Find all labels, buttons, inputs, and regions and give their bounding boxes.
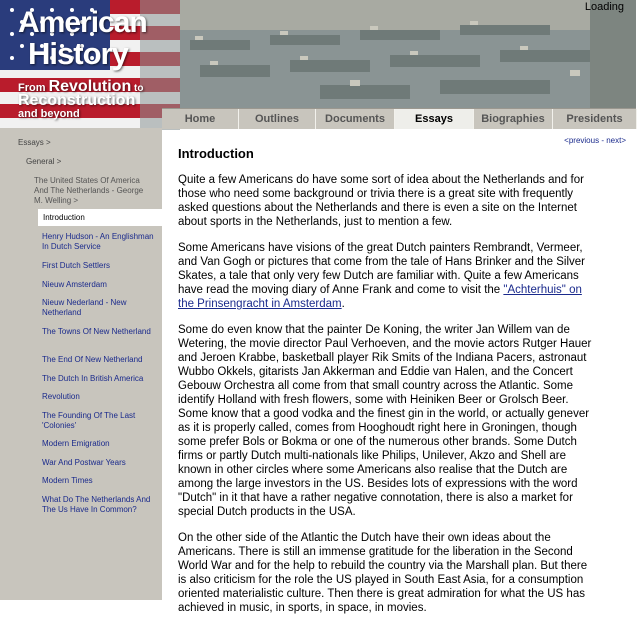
main-nav [162, 108, 636, 129]
subtitle-beyond: and beyond [18, 108, 80, 120]
sidebar-item-nieuw-nederland[interactable]: Nieuw Nederland - New Netherland [42, 298, 127, 317]
sidebar-item-introduction[interactable]: Introduction [38, 209, 162, 226]
paragraph-1: Quite a few Americans do have some sort of idea about the Netherlands and for those who need some background or trivia there is a great site with frequently asked questions about the Netherlands and there is even a site on the Internet about sports in the Netherlands, just to mention a few. [178, 174, 584, 228]
sidebar-item-end-new-netherland[interactable]: The End Of New Netherland [42, 355, 143, 364]
article [178, 146, 598, 627]
previous-link[interactable]: <previous [564, 136, 600, 145]
sidebar-item-war-postwar[interactable]: War And Postwar Years [42, 458, 126, 467]
page-title: Introduction [178, 146, 254, 161]
paragraph-4: On the other side of the Atlantic the Dutch have their own ideas about the Americans. There is still an immense gratitude for the liberation in the Second World War and for the help to rebuild the country via the Marshall plan. But there is also criticism for the role the US played in South East Asia, for a consumption oriented materialistic culture. Then there is great admiration for what the US has achieved in music, in sports, in space, in movies. [178, 532, 588, 614]
site-title-line1: American [18, 6, 147, 39]
sidebar-item-common[interactable]: What Do The Netherlands And The Us Have In Common? [42, 495, 151, 514]
loading-indicator: Loading [584, 1, 624, 13]
sidebar-section-title[interactable]: The United States Of America And The Netherlands - George M. Welling > [34, 176, 144, 205]
breadcrumb-essays[interactable]: Essays > [18, 138, 51, 147]
site-title-line2: History [28, 36, 128, 71]
sidebar-item-henry-hudson[interactable]: Henry Hudson - An Englishman In Dutch Service [42, 232, 154, 251]
subtitle-revolution: Revolution [48, 78, 132, 95]
paragraph-2-end: . [341, 298, 345, 310]
tab-biographies[interactable]: Biographies [474, 109, 553, 129]
breadcrumb-general[interactable]: General > [26, 157, 62, 166]
tab-documents[interactable]: Documents [316, 109, 395, 129]
sidebar [0, 128, 162, 600]
tab-presidents[interactable]: Presidents [553, 109, 637, 129]
library-photo [170, 0, 636, 108]
sidebar-item-revolution[interactable]: Revolution [42, 392, 80, 401]
sidebar-item-modern-emigration[interactable]: Modern Emigration [42, 439, 110, 448]
subtitle-reconstruction: Reconstruction [18, 92, 136, 109]
sidebar-item-founding-colonies[interactable]: The Founding Of The Last 'Colonies' [42, 411, 136, 430]
paragraph-2-text: Some Americans have visions of the great Dutch painters Rembrandt, Vermeer, and Van Gogh or pictures that come from the tale of Hans Brinker and the Silver Skates, a tale that only very few Dutch are familiar with. Quite a few Americans have read the moving diary of Anne Frank and come to visit the [178, 242, 585, 296]
subtitle-from: From [18, 82, 49, 94]
sidebar-item-first-dutch-settlers[interactable]: First Dutch Settlers [42, 261, 111, 270]
tab-home[interactable]: Home [162, 109, 239, 129]
sidebar-item-dutch-british-america[interactable]: The Dutch In British America [42, 374, 144, 383]
next-link[interactable]: next> [606, 136, 626, 145]
pager-separator: - [599, 136, 607, 145]
sidebar-item-nieuw-amsterdam[interactable]: Nieuw Amsterdam [42, 280, 107, 289]
subtitle-to: to [131, 83, 144, 94]
tab-outlines[interactable]: Outlines [239, 109, 316, 129]
pager [564, 136, 626, 145]
achterhuis-link[interactable]: "Achterhuis" on the Prinsengracht in Amsterdam [178, 284, 582, 310]
paragraph-2 [178, 241, 598, 311]
sidebar-item-modern-times[interactable]: Modern Times [42, 476, 93, 485]
tab-essays[interactable]: Essays [395, 109, 474, 129]
sidebar-item-towns-new-netherland[interactable]: The Towns Of New Netherland [42, 327, 151, 336]
paragraph-3: Some do even know that the painter De Koning, the writer Jan Willem van de Wetering, the movie director Paul Verhoeven, and the movie actors Rutger Hauer and Jeroen Krabbe, basketball player Rik Smits of the Indiana Pacers, astronaut Wubbo Okkels, gitarists Jan Akkerman and Eddie van Halen, and the Concert Gebouw Orchestra all come from that small country across the Atlantic. Some identify Holland with fresh flowers, some with Heiniken Beer or Grolsch Beer. Some know that a good vodka and the finest gin in the world, or actually genever as it is properly called, comes from Hooghoudt right here in Groningen, though some prefer Bols or Bokma or one of the numerous other brands. Some Dutch firms or partly Dutch multi-nationals like Philips, Unilever, Akzo and Shell are known in other circles where some Americans also realise that the Dutch are among the large investors in the US. Besides lots of expressions with the word "Dutch" in it that have a rather negative connotation, there is also a market for special Dutch products in the USA. [178, 324, 592, 518]
